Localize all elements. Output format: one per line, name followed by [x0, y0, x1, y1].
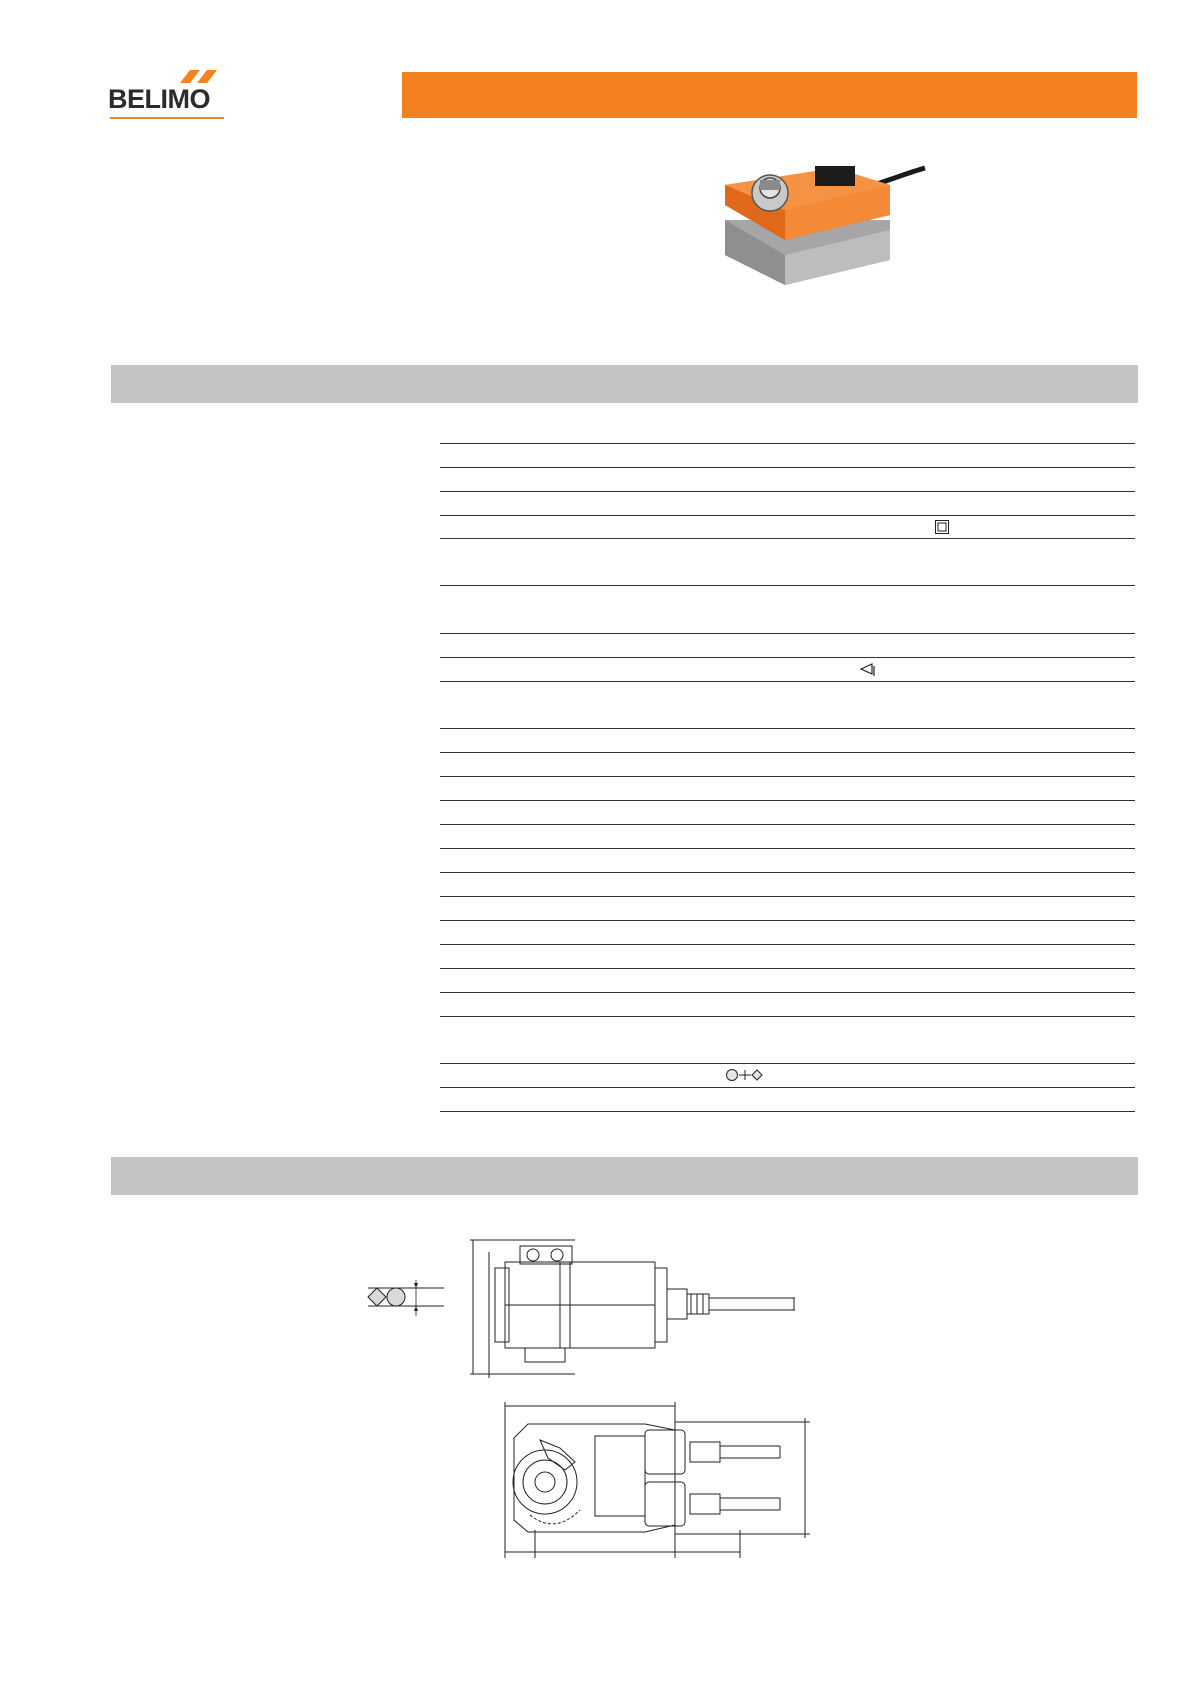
- actuator-side-view-drawing: [465, 1232, 795, 1382]
- spec-row-line: [440, 467, 1135, 468]
- spec-row-line: [440, 872, 1135, 873]
- logo-text: BELIMO: [108, 84, 210, 114]
- spec-row-line: [440, 538, 1135, 539]
- logo-underline: [110, 117, 224, 119]
- spec-row-line: [440, 752, 1135, 753]
- protection-class-square-icon: [935, 520, 949, 534]
- reversing-triangle-icon: [860, 662, 876, 676]
- spec-row-line: [440, 896, 1135, 897]
- header-bar: [402, 72, 1137, 118]
- spec-row-line: [440, 1063, 1135, 1064]
- spec-row-line: [440, 515, 1135, 516]
- square-round-spindle-profile-icon: [366, 1280, 446, 1316]
- spec-row-line: [440, 848, 1135, 849]
- dimensions-bar: [111, 1157, 1138, 1195]
- spec-row-line: [440, 681, 1135, 682]
- belimo-slash-mark-icon: [180, 70, 228, 84]
- belimo-logo: [108, 70, 228, 120]
- spec-row-line: [440, 944, 1135, 945]
- damper-actuator-photo: [715, 160, 935, 320]
- spec-row-line: [440, 800, 1135, 801]
- spec-row-line: [440, 1016, 1135, 1017]
- spec-row-line: [440, 657, 1135, 658]
- spec-row-line: [440, 1087, 1135, 1088]
- spec-row-line: [440, 443, 1135, 444]
- spindle-clamp-icon: [725, 1068, 765, 1082]
- spec-row-line: [440, 776, 1135, 777]
- spec-row-line: [440, 968, 1135, 969]
- spec-row-line: [440, 1111, 1135, 1112]
- spec-row-line: [440, 920, 1135, 921]
- spec-row-line: [440, 824, 1135, 825]
- actuator-top-view-drawing: [500, 1400, 820, 1560]
- spec-row-line: [440, 585, 1135, 586]
- spec-row-line: [440, 992, 1135, 993]
- spec-row-line: [440, 633, 1135, 634]
- spec-row-line: [440, 491, 1135, 492]
- spec-row-line: [440, 728, 1135, 729]
- technical-data-bar: [111, 365, 1138, 403]
